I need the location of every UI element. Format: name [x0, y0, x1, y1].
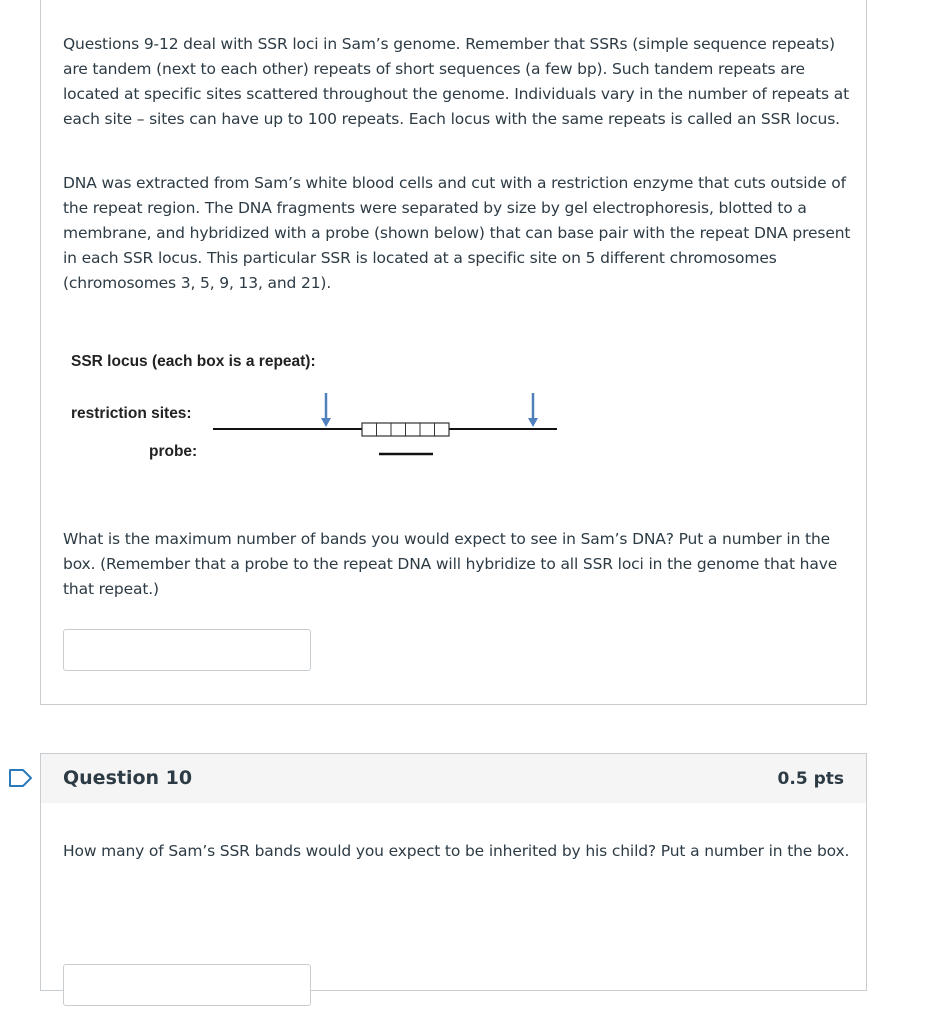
ssr-locus-diagram: [63, 343, 583, 483]
question-10-prompt: How many of Sam’s SSR bands would you expect to be inherited by his child? Put a number in the box.: [63, 842, 850, 860]
question-9-answer-input[interactable]: [63, 629, 311, 671]
question-9-procedure: DNA was extracted from Sam’s white blood cells and cut with a restriction enzyme that cuts outside of the repeat region. The DNA fragments were separated by size by gel electrophoresis, blotted to a membrane, and hybridized with a probe (shown below) that can base pair with the repeat DNA present in each SSR locus. This particular SSR is located at a specific site on 5 different chromosomes (chromosomes 3, 5, 9, 13, and 21).: [63, 174, 851, 292]
probe-label: probe:: [149, 443, 198, 460]
question-9-prompt: What is the maximum number of bands you would expect to see in Sam’s DNA? Put a number in the box. (Remember that a probe to the repeat DNA will hybridize to all SSR loci in the genome that have that repeat.): [63, 530, 838, 598]
diagram-title: SSR locus (each box is a repeat):: [71, 353, 316, 370]
diagram-graphic: [63, 343, 583, 483]
question-9-intro: Questions 9-12 deal with SSR loci in Sam’s genome. Remember that SSRs (simple sequence repeats) are tandem (next to each other) repeats of short sequences (a few bp). Such tandem repeats are located at specific sites scattered throughout the genome. Individuals vary in the number of repeats at each site – sites can have up to 100 repeats. Each locus with the same repeats is called an SSR locus.: [63, 35, 850, 128]
restriction-arrow-right: [528, 393, 538, 427]
restriction-arrow-left: [321, 393, 331, 427]
question-10-points: 0.5 pts: [777, 769, 844, 789]
flag-question-icon[interactable]: [8, 768, 34, 788]
question-9-card: [40, 0, 867, 705]
restriction-sites-label: restriction sites:: [71, 405, 192, 422]
question-10-body: [40, 803, 867, 991]
question-10-header: [40, 753, 867, 804]
question-10-answer-input[interactable]: [63, 964, 311, 1006]
question-10-title: Question 10: [63, 767, 193, 789]
repeat-boxes: [362, 423, 449, 436]
